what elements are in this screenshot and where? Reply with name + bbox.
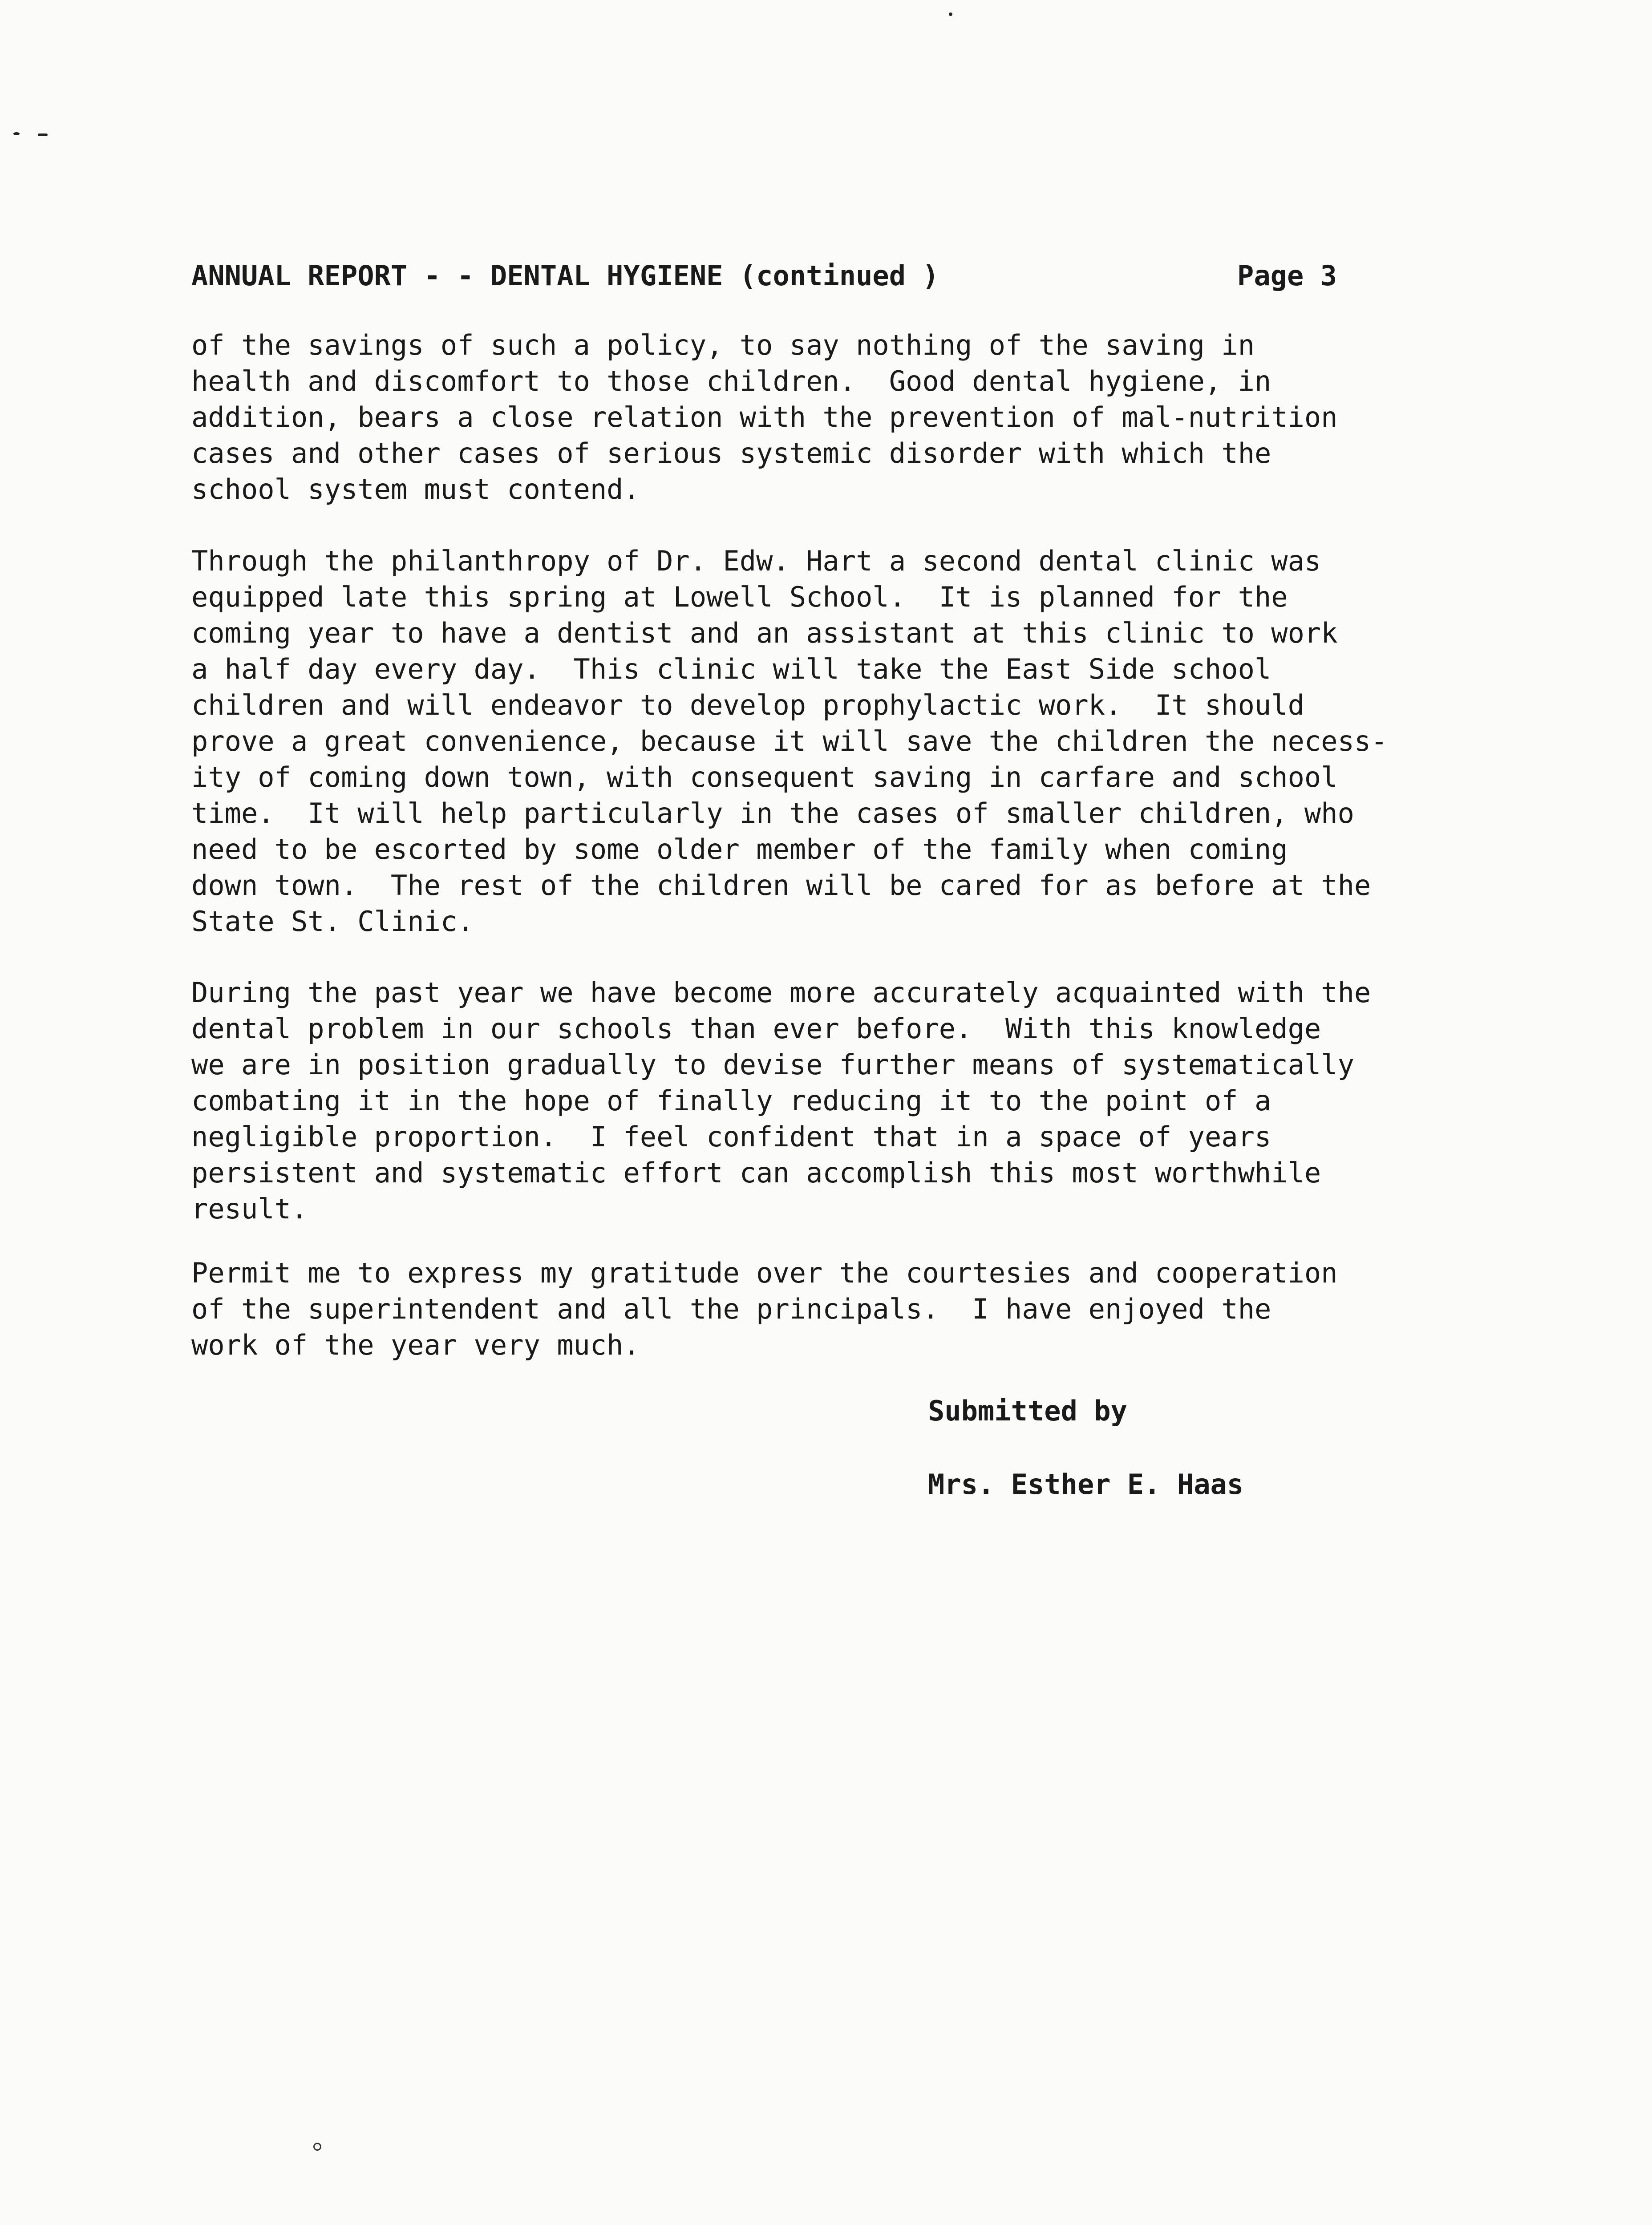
text-line: combating it in the hope of finally reducing it to the point of a: [191, 1084, 1271, 1117]
text-line: result.: [191, 1193, 308, 1225]
scan-speck: [38, 134, 48, 136]
paragraph-savings: [191, 327, 1504, 507]
text-line: children and will endeavor to develop prophylactic work. It should: [191, 689, 1304, 721]
text-line: negligible proportion. I feel confident that in a space of years: [191, 1121, 1271, 1153]
paragraph-second-clinic: [191, 543, 1504, 939]
text-line: During the past year we have become more accurately acquainted with the: [191, 976, 1371, 1009]
signer-name: Mrs. Esther E. Haas: [928, 1468, 1244, 1501]
text-line: time. It will help particularly in the cases of smaller children, who: [191, 797, 1354, 829]
text-line: prove a great convenience, because it will save the children the necess-: [191, 725, 1388, 757]
text-line: Through the philanthropy of Dr. Edw. Hart a second dental clinic was: [191, 545, 1321, 577]
text-line: school system must contend.: [191, 473, 640, 506]
text-line: need to be escorted by some older member of the family when coming: [191, 833, 1288, 866]
text-line: cases and other cases of serious systemic disorder with which the: [191, 437, 1271, 469]
text-line: of the superintendent and all the principals. I have enjoyed the: [191, 1293, 1271, 1325]
text-line: we are in position gradually to devise further means of systematically: [191, 1048, 1354, 1081]
submitted-by-label: Submitted by: [928, 1395, 1127, 1427]
text-line: addition, bears a close relation with the prevention of mal-nutrition: [191, 401, 1338, 433]
text-line: persistent and systematic effort can accomplish this most worthwhile: [191, 1157, 1321, 1189]
text-line: coming year to have a dentist and an assistant at this clinic to work: [191, 617, 1338, 649]
text-line: ity of coming down town, with consequent saving in carfare and school: [191, 761, 1338, 793]
text-line: down town. The rest of the children will be cared for as before at the: [191, 869, 1371, 902]
report-title: ANNUAL REPORT - - DENTAL HYGIENE (continued ): [191, 259, 939, 292]
page-header: [191, 256, 1384, 296]
text-line: equipped late this spring at Lowell School. It is planned for the: [191, 581, 1288, 613]
scan-speck: [13, 132, 20, 135]
scan-speck: [313, 2143, 321, 2151]
page-number: Page 3: [1237, 259, 1337, 292]
text-line: State St. Clinic.: [191, 905, 474, 938]
text-line: health and discomfort to those children. Good dental hygiene, in: [191, 365, 1271, 397]
paragraph-past-year: [191, 975, 1504, 1227]
text-line: Permit me to express my gratitude over the courtesies and cooperation: [191, 1257, 1338, 1289]
text-line: work of the year very much.: [191, 1329, 640, 1361]
text-line: a half day every day. This clinic will take the East Side school: [191, 653, 1271, 685]
scan-speck: [949, 12, 952, 16]
paragraph-gratitude: [191, 1255, 1504, 1363]
text-line: of the savings of such a policy, to say nothing of the saving in: [191, 329, 1255, 361]
text-line: dental problem in our schools than ever before. With this knowledge: [191, 1012, 1321, 1045]
